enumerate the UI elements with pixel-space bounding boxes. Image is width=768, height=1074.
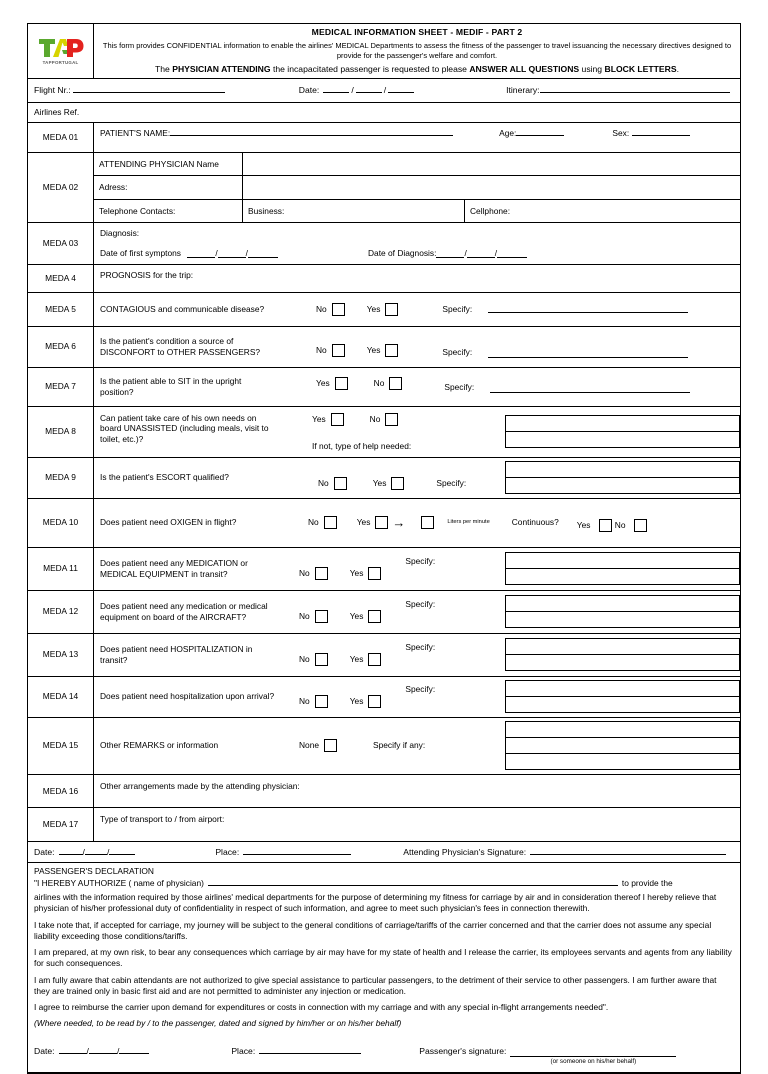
meda-08-row <box>28 407 740 458</box>
tap-logo-icon <box>38 37 84 59</box>
meda-11-question-line1: Does patient need any MEDICATION or <box>100 558 248 568</box>
meda-14-specify-label: Specify: <box>405 684 436 695</box>
meda-13-no-option[interactable] <box>299 653 328 666</box>
passenger-signature-row <box>34 1046 734 1066</box>
meda-12-specify-line-2[interactable] <box>506 612 739 627</box>
meda-09-question: Is the patient's ESCORT qualified? <box>100 472 229 483</box>
meda-12-specify-label: Specify: <box>405 599 436 610</box>
meda-12-code: MEDA 12 <box>28 591 94 633</box>
declaration-paragraph-4: I am fully aware that cabin attendants are not authorized to give special assistance to particular passengers, to the detriment of their service to other passengers. I am further aware that they are trained only in basic first aid and are not permitted to administer any injection or medication. <box>34 974 717 996</box>
meda-13-question-line2: transit? <box>100 654 128 665</box>
meda-06-no-option[interactable] <box>316 344 345 357</box>
meda-13-question-line1: Does patient need HOSPITALIZATION in <box>100 644 253 654</box>
meda-12-row <box>28 591 740 634</box>
meda-05-code: MEDA 5 <box>28 293 94 326</box>
meda-15-row <box>28 718 740 775</box>
ps-sep1: / <box>82 846 85 857</box>
date-label: Date: <box>298 84 320 95</box>
meda-08-yes-label: Yes <box>312 413 326 424</box>
meda-05-row <box>28 293 740 327</box>
date-sep-1: / <box>351 84 354 95</box>
meda-10-question: Does patient need OXIGEN in flight? <box>100 517 237 528</box>
airlines-ref-label: Airlines Ref. <box>34 106 80 117</box>
instr-a: The <box>155 64 173 75</box>
date-year-input[interactable] <box>388 84 414 92</box>
meda-17-code: MEDA 17 <box>28 808 94 841</box>
meda-12-yes-label: Yes <box>349 611 364 622</box>
meda-06-specify-input[interactable] <box>488 351 688 359</box>
meda-07-row <box>28 368 740 407</box>
date-sep-2: / <box>383 84 387 95</box>
physician-name-input[interactable] <box>243 153 740 176</box>
meda-12-yes-checkbox[interactable] <box>368 610 381 623</box>
meda-12-question-line1: Does patient need any medication or medical <box>100 601 268 611</box>
date-month-input[interactable] <box>356 84 382 92</box>
meda-05-no-checkbox[interactable] <box>332 303 345 316</box>
authorize-suffix: to provide the <box>621 877 673 888</box>
declaration-paragraph-5: I agree to reimburse the carrier upon demand for expenditures or costs in connection with my carriage and with any special in-flight arrangements needed". <box>34 1002 609 1013</box>
meda-14-row <box>28 677 740 718</box>
itinerary-input[interactable] <box>540 84 730 92</box>
passenger-date-label: Date: <box>34 1045 55 1056</box>
meda-09-no-option[interactable] <box>318 477 347 490</box>
physician-address-label: Adress: <box>94 176 243 199</box>
first-symptoms-year[interactable] <box>248 250 278 258</box>
meda-07-code: MEDA 7 <box>28 368 94 406</box>
date-of-diagnosis-label: Date of Diagnosis: <box>368 247 437 258</box>
meda-11-yes-label: Yes <box>349 568 364 579</box>
meda-04-row <box>28 265 740 293</box>
meda-12-specify-line-1[interactable] <box>506 596 739 612</box>
sex-label: Sex: <box>612 128 630 139</box>
meda-08-question-line2: board UNASSISTED (including meals, visit to <box>100 423 269 433</box>
meda-10-yes-option[interactable] <box>357 516 389 529</box>
meda-07-yes-checkbox[interactable] <box>335 377 348 390</box>
diagnosis-date-year[interactable] <box>497 250 527 258</box>
prognosis-label: PROGNOSIS for the trip: <box>100 270 194 280</box>
meda-10-no-option[interactable] <box>308 516 337 529</box>
meda-10-continuous-yes-option[interactable] <box>577 519 613 532</box>
passenger-signature-input[interactable] <box>510 1048 676 1056</box>
tap-portugal-logo <box>28 24 94 78</box>
meda-07-no-label: No <box>373 378 385 389</box>
meda-09-row <box>28 458 740 499</box>
meda-09-yes-option[interactable] <box>373 477 405 490</box>
meda-03-row: MEDA 03 Diagnosis: Date of first symptons / / Date of Diagnosis: / / <box>28 223 740 265</box>
flight-info-row <box>28 79 740 102</box>
meda-10-yes-label: Yes <box>356 517 371 528</box>
instr-g: . <box>676 64 679 75</box>
meda-15-specify-box[interactable] <box>505 721 740 770</box>
meda-17-row <box>28 808 740 842</box>
meda-05-specify-label: Specify: <box>442 303 473 314</box>
meda-10-liters-checkbox[interactable] <box>421 516 434 529</box>
meda-15-specify-label: Specify if any: <box>373 740 426 751</box>
meda-06-no-label: No <box>316 345 327 356</box>
meda-09-code: MEDA 9 <box>28 458 94 498</box>
passenger-date-day[interactable] <box>59 1046 87 1054</box>
meda-12-no-label: No <box>299 611 310 622</box>
meda-13-specify-line-1[interactable] <box>506 639 739 655</box>
meda-08-no-label: No <box>369 413 381 424</box>
physician-date-label: Date: <box>34 846 55 857</box>
continuous-no-label: No <box>614 519 626 530</box>
physician-place-label: Place: <box>215 846 240 857</box>
meda-06-yes-checkbox[interactable] <box>385 344 398 357</box>
meda-05-yes-label: Yes <box>366 303 381 314</box>
meda-14-specify-line-2[interactable] <box>506 697 739 712</box>
physician-address-subrow <box>94 176 740 200</box>
meda-13-no-label: No <box>299 654 310 665</box>
diagnosis-date-month[interactable] <box>467 250 495 258</box>
declaration-paragraph-3: I am prepared, at my own risk, to bear any consequences which carriage by air may have for my state of health and I release the carrier, its employees servants and agents from any liability for such consequences. <box>34 947 732 969</box>
patient-name-label: PATIENT'S NAME: <box>100 128 171 139</box>
continuous-no-checkbox[interactable] <box>634 519 647 532</box>
meda-07-no-checkbox[interactable] <box>389 377 402 390</box>
meda-07-question-line2: position? <box>100 386 134 397</box>
meda-11-specify-box[interactable] <box>505 552 740 585</box>
first-symptoms-label: Date of first symptons <box>100 247 181 258</box>
physician-name-subrow <box>94 153 740 177</box>
patient-name-input[interactable] <box>170 128 453 136</box>
instr-block-letters: BLOCK LETTERS <box>604 64 677 75</box>
meda-09-specify-label: Specify: <box>436 477 467 488</box>
age-label: Age: <box>499 128 517 139</box>
declaration-paragraph-2: I take note that, if accepted for carriage, my journey will be subject to the general conditions of carriage/tariffs of the carrier concerned and that the carrier does not assume any special liability exceeding those conditions/tariffs. <box>34 919 712 941</box>
meda-12-no-checkbox[interactable] <box>315 610 328 623</box>
meda-14-no-label: No <box>299 696 310 707</box>
meda-06-yes-option[interactable] <box>367 344 399 357</box>
continuous-yes-label: Yes <box>576 519 591 530</box>
meda-09-yes-checkbox[interactable] <box>391 477 404 490</box>
meda-05-question: CONTAGIOUS and communicable disease? <box>100 303 265 314</box>
physician-signature-label: Attending Physician's Signature: <box>403 846 527 857</box>
cellphone-label: Cellphone: <box>470 205 511 216</box>
meda-11-yes-checkbox[interactable] <box>368 567 381 580</box>
meda-15-none-label: None <box>299 740 320 751</box>
age-input[interactable] <box>516 128 564 136</box>
meda-06-row <box>28 327 740 368</box>
logo-wordmark: TAPPORTUGAL <box>42 60 79 66</box>
meda-09-yes-label: Yes <box>372 477 387 488</box>
meda-11-specify-line-1[interactable] <box>506 553 739 569</box>
meda-07-specify-input[interactable] <box>490 386 690 394</box>
form-intro-paragraph: This form provides CONFIDENTIAL information to enable the airlines' MEDICAL Departments to assess the fitness of the passenger to travel issuancing the necessary directives designed to provide for the passenger's welfare and comfort. <box>102 40 732 61</box>
airlines-ref-row <box>28 103 740 124</box>
meda-08-help-line-2[interactable] <box>506 432 739 447</box>
meda-17-label: Type of transport to / from airport: <box>100 814 225 824</box>
meda-09-no-checkbox[interactable] <box>334 477 347 490</box>
meda-06-yes-label: Yes <box>366 345 381 356</box>
meda-10-code: MEDA 10 <box>28 499 94 547</box>
physician-address-input[interactable] <box>243 176 740 199</box>
passenger-place-input[interactable] <box>259 1046 361 1054</box>
form-header-text <box>94 24 740 78</box>
meda-11-code: MEDA 11 <box>28 548 94 590</box>
meda-13-code: MEDA 13 <box>28 634 94 676</box>
passenger-signature-note: (or someone on his/her behalf) <box>550 1057 637 1065</box>
declaration-note-italic: (Where needed, to be read by / to the passenger, dated and signed by him/her or on his/her behalf) <box>34 1018 402 1029</box>
passenger-declaration-block <box>28 863 740 1073</box>
physician-signature-input[interactable] <box>530 847 726 855</box>
meda-11-yes-option[interactable] <box>350 567 382 580</box>
meda-02-row <box>28 153 740 224</box>
meda-13-yes-checkbox[interactable] <box>368 653 381 666</box>
fs-sep1: / <box>215 247 218 258</box>
instr-e: using <box>579 64 605 75</box>
meda-14-no-option[interactable] <box>299 695 328 708</box>
meda-08-help-box[interactable] <box>505 415 740 448</box>
meda-05-yes-checkbox[interactable] <box>385 303 398 316</box>
meda-11-specify-line-2[interactable] <box>506 569 739 584</box>
meda-14-yes-label: Yes <box>349 696 364 707</box>
meda-11-question-line2: MEDICAL EQUIPMENT in transit? <box>100 568 228 579</box>
meda-13-row <box>28 634 740 677</box>
meda-15-specify-line-1[interactable] <box>506 722 739 738</box>
medif-form <box>27 23 741 1074</box>
physician-signature-row <box>28 842 740 863</box>
authorize-physician-input[interactable] <box>208 878 618 886</box>
meda-15-question: Other REMARKS or information <box>100 740 219 751</box>
meda-08-question-line1: Can patient take care of his own needs on <box>100 412 257 423</box>
meda-07-yes-label: Yes <box>316 378 330 389</box>
pgs-sep2: / <box>116 1045 120 1056</box>
meda-06-no-checkbox[interactable] <box>332 344 345 357</box>
meda-16-code: MEDA 16 <box>28 775 94 808</box>
meda-10-no-label: No <box>308 517 319 528</box>
physician-place-input[interactable] <box>243 847 351 855</box>
continuous-label: Continuous? <box>511 517 559 528</box>
instr-answer-all: ANSWER ALL QUESTIONS <box>469 64 580 75</box>
meda-15-code: MEDA 15 <box>28 718 94 774</box>
meda-15-none-checkbox[interactable] <box>324 739 337 752</box>
meda-10-no-checkbox[interactable] <box>324 516 337 529</box>
meda-04-code: MEDA 4 <box>28 265 94 292</box>
meda-07-question-line1: Is the patient able to SIT in the upright <box>100 376 242 386</box>
meda-08-yes-option[interactable] <box>312 413 344 426</box>
meda-01-code: MEDA 01 <box>28 123 94 152</box>
meda-13-yes-label: Yes <box>349 654 364 665</box>
continuous-yes-checkbox[interactable] <box>599 519 612 532</box>
form-header <box>28 24 740 79</box>
meda-07-no-option[interactable] <box>374 377 403 390</box>
first-symptoms-month[interactable] <box>218 250 246 258</box>
meda-05-specify-input[interactable] <box>488 305 688 313</box>
meda-08-help-line-1[interactable] <box>506 416 739 432</box>
meda-14-code: MEDA 14 <box>28 677 94 717</box>
physician-date-year[interactable] <box>109 847 135 855</box>
meda-10-row <box>28 499 740 548</box>
form-title: MEDICAL INFORMATION SHEET - MEDIF - PART 2 <box>311 27 523 37</box>
meda-08-no-option[interactable] <box>370 413 399 426</box>
passenger-signature-label: Passenger's signature: <box>419 1045 507 1056</box>
meda-03-code: MEDA 03 <box>28 223 94 264</box>
meda-11-no-option[interactable] <box>299 567 328 580</box>
meda-09-no-label: No <box>318 477 329 488</box>
liters-per-minute-label: Liters per minute <box>447 518 490 525</box>
meda-11-row <box>28 548 740 591</box>
meda-12-no-option[interactable] <box>299 610 328 623</box>
meda-12-question-line2: equipment on board of the AIRCRAFT? <box>100 611 247 622</box>
meda-09-specify-line-1[interactable] <box>506 462 739 478</box>
meda-15-none-option[interactable] <box>299 739 337 752</box>
meda-05-no-option[interactable] <box>316 303 345 316</box>
physician-name-label: ATTENDING PHYSICIAN Name <box>94 153 243 176</box>
meda-07-specify-label: Specify: <box>444 382 475 393</box>
meda-14-yes-checkbox[interactable] <box>368 695 381 708</box>
meda-16-label: Other arrangements made by the attending physician: <box>100 780 300 791</box>
first-symptoms-day[interactable] <box>187 247 218 258</box>
meda-01-row <box>28 123 740 153</box>
meda-08-code: MEDA 8 <box>28 407 94 457</box>
telephone-contacts-label: Telephone Contacts: <box>94 200 243 223</box>
declaration-paragraph-1: airlines with the information required by those airlines' medical departments for the purpose of determining my fitness for carriage by air and in consideration thereof I hereby relieve that physician of his/her professional duty of confidentiality in respect of such information, and agree to meet such physician's fees in connection therewith. <box>34 892 717 914</box>
instr-physician-attending: PHYSICIAN ATTENDING <box>172 64 271 75</box>
itinerary-label: Itinerary: <box>506 84 540 95</box>
flight-nr-input[interactable] <box>73 84 225 92</box>
meda-14-specify-line-1[interactable] <box>506 681 739 697</box>
meda-10-continuous-no-option[interactable] <box>615 519 648 532</box>
meda-05-yes-option[interactable] <box>367 303 399 316</box>
diagnosis-label: Diagnosis: <box>100 228 140 238</box>
passenger-date-month[interactable] <box>89 1046 117 1054</box>
passenger-date-year[interactable] <box>119 1046 149 1054</box>
flight-nr-label: Flight Nr.: <box>34 84 71 95</box>
meda-06-question-line1: Is the patient's condition a source of <box>100 336 234 346</box>
date-day-input[interactable] <box>323 84 349 92</box>
meda-08-question-line3: toilet, etc.)? <box>100 433 144 444</box>
meda-09-specify-box[interactable] <box>505 461 740 494</box>
meda-06-specify-label: Specify: <box>442 347 473 358</box>
meda-15-specify-line-2[interactable] <box>506 738 739 754</box>
passenger-place-label: Place: <box>231 1045 256 1056</box>
arrow-right-icon: → <box>392 515 406 530</box>
ps-sep2: / <box>106 846 110 857</box>
meda-13-specify-box[interactable] <box>505 638 740 671</box>
meda-09-specify-line-2[interactable] <box>506 478 739 493</box>
meda-08-help-label: If not, type of help needed: <box>312 440 412 451</box>
meda-14-no-checkbox[interactable] <box>315 695 328 708</box>
meda-16-row <box>28 775 740 809</box>
physician-date-day[interactable] <box>59 847 83 855</box>
sex-input[interactable] <box>632 128 690 136</box>
meda-13-yes-option[interactable] <box>350 653 382 666</box>
meda-05-no-label: No <box>316 303 327 314</box>
form-instruction-paragraph <box>100 63 734 75</box>
meda-13-specify-line-2[interactable] <box>506 655 739 670</box>
pgs-sep1: / <box>86 1045 89 1056</box>
meda-08-yes-checkbox[interactable] <box>331 413 344 426</box>
business-label: Business: <box>248 205 285 216</box>
meda-08-no-checkbox[interactable] <box>385 413 398 426</box>
business-phone-field[interactable] <box>243 200 465 223</box>
meda-14-yes-option[interactable] <box>350 695 382 708</box>
meda-13-specify-label: Specify: <box>405 642 436 653</box>
diagnosis-date-day[interactable] <box>436 250 464 258</box>
meda-06-code: MEDA 6 <box>28 327 94 367</box>
meda-14-question: Does patient need hospitalization upon arrival? <box>100 691 275 702</box>
meda-12-specify-box[interactable] <box>505 595 740 628</box>
physician-date-month[interactable] <box>85 847 107 855</box>
meda-15-specify-line-3[interactable] <box>506 754 739 769</box>
declaration-heading: PASSENGER'S DECLARATION <box>34 865 154 876</box>
meda-06-question-line2: DISCONFORT to OTHER PASSENGERS? <box>100 346 261 357</box>
meda-14-specify-box[interactable] <box>505 680 740 713</box>
instr-c: the incapacitated passenger is requested to please <box>270 64 470 75</box>
authorize-prefix: "I HEREBY AUTHORIZE ( name of physician) <box>34 877 204 888</box>
meda-12-yes-option[interactable] <box>350 610 382 623</box>
meda-11-specify-label: Specify: <box>405 556 436 567</box>
meda-07-yes-option[interactable] <box>316 377 348 390</box>
meda-13-no-checkbox[interactable] <box>315 653 328 666</box>
cellphone-field[interactable] <box>465 200 740 223</box>
meda-10-yes-checkbox[interactable] <box>375 516 388 529</box>
physician-phone-subrow <box>94 200 740 223</box>
meda-11-no-label: No <box>299 568 310 579</box>
meda-11-no-checkbox[interactable] <box>315 567 328 580</box>
meda-02-code: MEDA 02 <box>28 153 94 223</box>
